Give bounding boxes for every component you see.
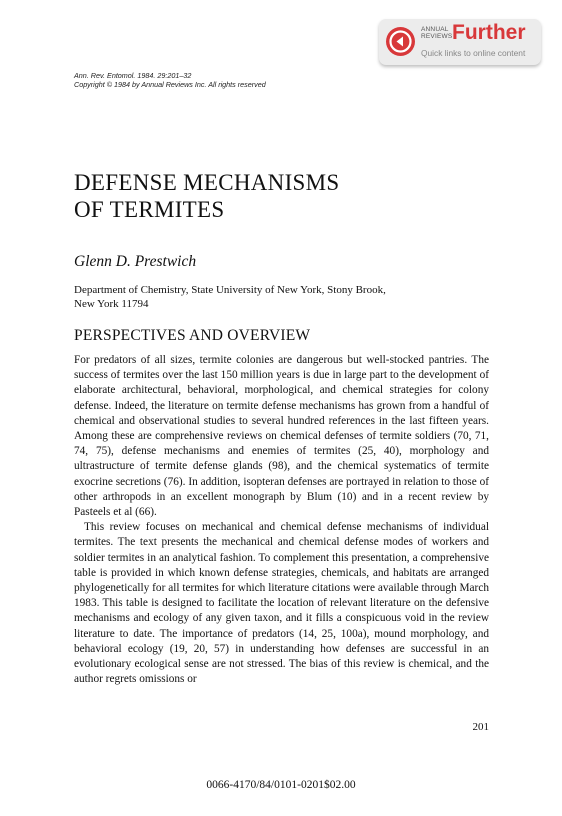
author-name: Glenn D. Prestwich <box>74 253 197 270</box>
citation-journal: Ann. Rev. Entomol. 1984. 29:201–32 <box>74 71 192 80</box>
annual-reviews-further-banner[interactable] <box>379 19 541 65</box>
page-number: 201 <box>472 721 489 733</box>
citation-copyright: Copyright © 1984 by Annual Reviews Inc. All rights reserved <box>74 80 266 89</box>
section-heading: PERSPECTIVES AND OVERVIEW <box>74 327 311 344</box>
banner-annual: ANNUAL <box>421 26 449 33</box>
banner-tagline: Quick links to online content <box>421 48 526 58</box>
title-line-1: DEFENSE MECHANISMS <box>74 170 340 195</box>
author-affiliation <box>74 283 386 311</box>
title-line-2: OF TERMITES <box>74 197 225 222</box>
banner-reviews: REVIEWS <box>421 33 453 40</box>
article-title <box>74 169 339 223</box>
article-code: 0066-4170/84/0101-0201$02.00 <box>206 779 356 791</box>
affiliation-line-1: Department of Chemistry, State University of New York, Stony Brook, <box>74 284 386 296</box>
affiliation-line-2: New York 11794 <box>74 298 149 310</box>
annual-reviews-logo <box>386 27 415 56</box>
body-text <box>74 353 489 687</box>
play-back-icon <box>386 27 415 56</box>
annual-reviews-wordmark <box>421 26 452 40</box>
banner-further: Further <box>452 21 526 44</box>
paragraph-2: This review focuses on mechanical and chemical defense mechanisms of individual termites. The text presents the mechanical and chemical defense modes of workers and soldier termites in an analytical fashion. To complement this presentation, a comprehensive table is provided in which known defense strategies, chemicals, and habitats are arranged phylogenetically for all termites for which literature citations were available through March 1983. This table is designed to facilitate the location of relevant literature on the defensive mechanisms and ecology of any given taxon, and it fills a conspicuous void in the review literature to date. The importance of predators (14, 25, 100a), mound morphology, and behavioral ecology (19, 20, 57) in understanding how defenses are successful in an evolutionary ecological sense are not stressed. The bias of this review is chemical, and the author regrets omissions or <box>74 521 489 686</box>
paragraph-1: For predators of all sizes, termite colonies are dangerous but well-stocked pantries. The success of termites over the last 150 million years is due in large part to the development of elaborate architectural, behavioral, morphological, and chemical strategies for colony defense. Indeed, the literature on termite defense mechanisms has grown from a handful of chemical and observational studies to several hundred references in the last fifteen years. Among these are comprehensive reviews on chemical defenses of termite soldiers (70, 71, 74, 75), defense mechanisms and enemies of termites (25, 40), morphology and ultrastructure of termite defense glands (98), and the chemical systematics of termite exocrine secretions (76). In addition, isopteran defenses are portrayed in relation to those of other arthropods in an excellent monograph by Blum (10) and in a recent review by Pasteels et al (66). <box>74 354 489 519</box>
journal-citation <box>74 71 266 89</box>
